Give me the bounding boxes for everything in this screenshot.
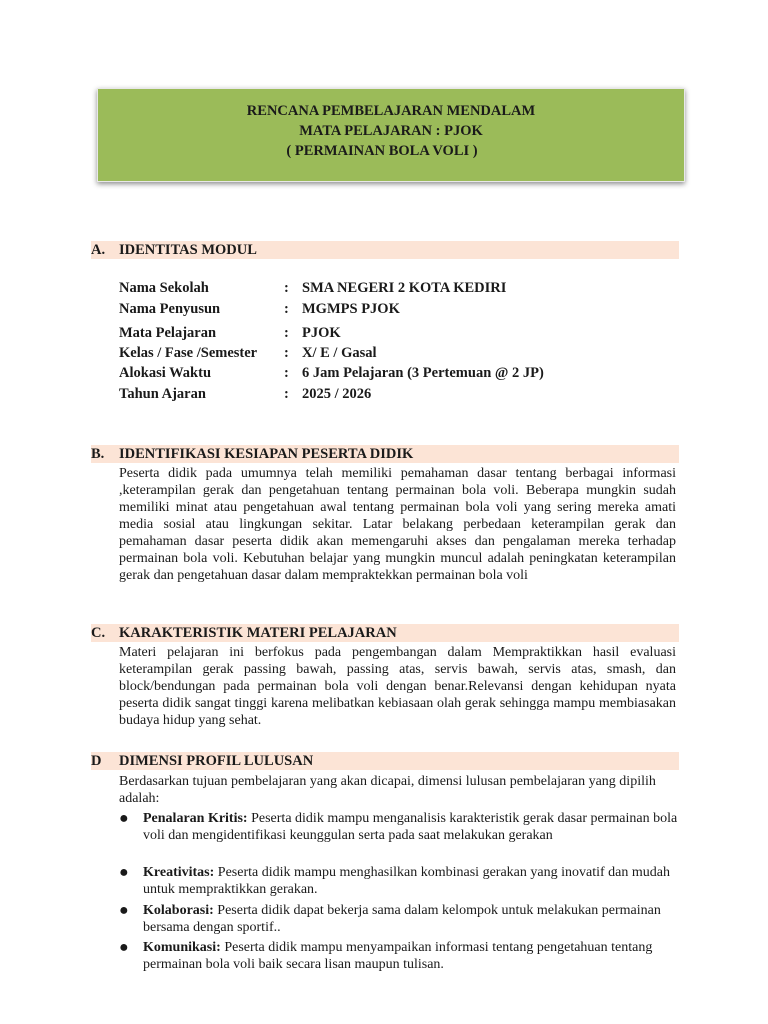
identity-colon: : [284,280,289,296]
section-c-paragraph: Materi pelajaran ini berfokus pada pengembangan dalam Mempraktikkan hasil evaluasi keterampilan gerak passing bawah, passing atas, servis bawah, servis atas, smash, dan block/bendungan pada permainan bola voli dengan benar.Relevansi dengan kehidupan nyata peserta didik sangat tinggi karena melibatkan kebiasaan olah gerak sehingga mampu membiasakan budaya hidup yang sehat. [119,645,676,728]
list-item-desc: Peserta didik mampu menghasilkan kombinasi gerakan yang inovatif dan mudah untuk mempraktikkan gerakan. [143,865,670,897]
section-d-heading [91,752,679,770]
identity-colon: : [284,325,289,341]
section-b-heading [91,445,679,463]
list-item-text [143,864,679,898]
list-item-text [143,902,679,936]
bullet-icon: ● [119,902,129,919]
identity-colon: : [284,365,289,381]
list-item-text [143,939,679,973]
identity-key: Tahun Ajaran [119,386,206,402]
list-item-desc: Peserta didik mampu menyampaikan informasi tentang pengetahuan tentang permainan bola voli baik secara lisan maupun tulisan. [143,940,653,972]
section-title: IDENTIFIKASI KESIAPAN PESERTA DIDIK [119,446,414,462]
document-title-banner [97,88,685,182]
list-item-term: Komunikasi: [143,940,221,955]
identity-colon: : [284,301,289,317]
list-item-desc: Peserta didik mampu menganalisis karakteristik gerak dasar permainan bola voli dan mengidentifikasi keunggulan serta pada saat melakukan gerakan [143,811,678,843]
bullet-icon: ● [119,939,129,956]
section-letter: B. [91,446,105,462]
list-item-term: Penalaran Kritis: [143,811,248,826]
identity-value: 2025 / 2026 [302,386,372,402]
section-d-intro: Berdasarkan tujuan pembelajaran yang akan dicapai, dimensi lulusan pembelajaran yang dipilih adalah: [119,774,656,806]
list-item-term: Kolaborasi: [143,903,214,918]
identity-key: Kelas / Fase /Semester [119,345,258,361]
identity-value: X/ E / Gasal [302,345,377,361]
list-item-text [143,810,679,844]
bullet-icon: ● [119,810,129,827]
section-title: IDENTITAS MODUL [119,242,257,258]
identity-value: PJOK [302,325,341,341]
title-line-1: RENCANA PEMBELAJARAN MENDALAM [246,103,536,119]
section-title: DIMENSI PROFIL LULUSAN [119,753,314,769]
section-letter: C. [91,625,106,641]
identity-value: MGMPS PJOK [302,301,400,317]
identity-value: SMA NEGERI 2 KOTA KEDIRI [302,280,507,296]
section-letter: D [91,753,102,769]
identity-value: 6 Jam Pelajaran (3 Pertemuan @ 2 JP) [302,365,544,381]
identity-key: Mata Pelajaran [119,325,217,341]
section-a-heading [91,241,679,259]
identity-key: Nama Sekolah [119,280,209,296]
identity-colon: : [284,345,289,361]
section-b-paragraph: Peserta didik pada umumnya telah memiliki pemahaman dasar tentang berbagai informasi ,keterampilan gerak dan pengetahuan tentang permainan bola voli. Beberapa mungkin sudah memiliki minat atau pengetahuan awal tentang permainan bola voli yang sering mereka amati media sosial atau lingkungan sekitar. Latar belakang perbedaan keterampilan gerak dan pemahaman dasar peserta didik akan memengaruhi akses dan pengalaman mereka terhadap permainan bola voli. Kebutuhan belajar yang mungkin muncul adalah peningkatan keterampilan gerak dan pengetahuan dasar dalam mempraktekkan permainan bola voli [119,466,676,583]
identity-key: Alokasi Waktu [119,365,212,381]
bullet-icon: ● [119,864,129,881]
section-c-heading [91,624,679,642]
identity-key: Nama Penyusun [119,301,221,317]
title-line-3: ( PERMAINAN BOLA VOLI ) [286,143,478,159]
section-letter: A. [91,242,106,258]
identity-colon: : [284,386,289,402]
section-title: KARAKTERISTIK MATERI PELAJARAN [119,625,397,641]
title-line-2: MATA PELAJARAN : PJOK [299,123,483,139]
list-item-desc: Peserta didik dapat bekerja sama dalam kelompok untuk melakukan permainan bersama dengan sportif.. [143,903,661,935]
list-item-term: Kreativitas: [143,865,215,880]
